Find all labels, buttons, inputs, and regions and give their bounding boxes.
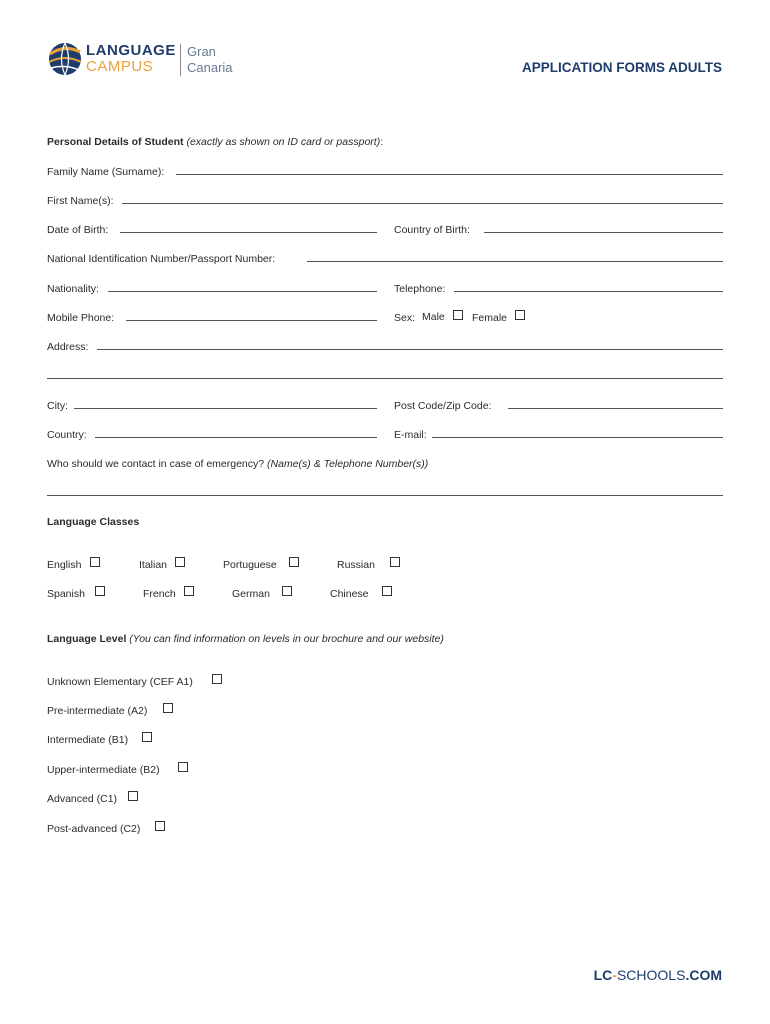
lang-german-checkbox[interactable] (282, 586, 292, 596)
footer-site-dash: - (612, 967, 617, 983)
level-c2-checkbox[interactable] (155, 821, 165, 831)
emergency-field[interactable] (47, 495, 723, 496)
address-field-line-2[interactable] (47, 378, 723, 379)
postcode-label: Post Code/Zip Code: (394, 400, 492, 412)
footer-website[interactable] (594, 967, 722, 983)
level-a1-label: Unknown Elementary (CEF A1) (47, 676, 193, 688)
level-b1-label: Intermediate (B1) (47, 734, 129, 746)
level-b2-label: Upper-intermediate (B2) (47, 764, 160, 776)
lang-german-label: German (232, 588, 270, 600)
personal-details-heading (47, 136, 383, 149)
lang-portuguese-label: Portuguese (223, 559, 277, 571)
language-level-note: (You can find information on levels in our brochure and our website) (129, 633, 444, 645)
mobile-label: Mobile Phone: (47, 312, 115, 324)
country-birth-field[interactable] (484, 232, 723, 233)
dob-field[interactable] (120, 232, 377, 233)
level-a1-checkbox[interactable] (212, 674, 222, 684)
globe-icon (46, 40, 84, 78)
family-name-field[interactable] (176, 174, 723, 175)
lang-english-label: English (47, 559, 82, 571)
male-checkbox[interactable] (453, 310, 463, 320)
emergency-question: Who should we contact in case of emergency? (47, 458, 265, 470)
address-field[interactable] (97, 349, 723, 350)
email-field[interactable] (432, 437, 723, 438)
telephone-field[interactable] (454, 291, 723, 292)
email-label: E-mail: (394, 429, 427, 441)
country-birth-label: Country of Birth: (394, 224, 470, 236)
dob-label: Date of Birth: (47, 224, 109, 236)
level-b1-checkbox[interactable] (142, 732, 152, 742)
mobile-field[interactable] (126, 320, 377, 321)
lang-spanish-checkbox[interactable] (95, 586, 105, 596)
city-label: City: (47, 400, 68, 412)
lang-portuguese-checkbox[interactable] (289, 557, 299, 567)
female-checkbox[interactable] (515, 310, 525, 320)
telephone-label: Telephone: (394, 283, 446, 295)
level-c2-label: Post-advanced (C2) (47, 823, 141, 835)
emergency-label (47, 458, 428, 471)
male-label: Male (422, 311, 445, 323)
lang-chinese-label: Chinese (330, 588, 369, 600)
level-a2-checkbox[interactable] (163, 703, 173, 713)
country-label: Country: (47, 429, 87, 441)
address-label: Address: (47, 341, 89, 353)
first-names-label: First Name(s): (47, 195, 114, 207)
first-names-field[interactable] (122, 203, 723, 204)
page-title: APPLICATION FORMS ADULTS (522, 60, 722, 75)
female-label: Female (472, 312, 508, 324)
nationality-field[interactable] (108, 291, 377, 292)
logo-place-gran: Gran (187, 44, 216, 59)
logo (46, 40, 246, 80)
lang-french-checkbox[interactable] (184, 586, 194, 596)
language-classes-heading: Language Classes (47, 516, 140, 528)
lang-spanish-label: Spanish (47, 588, 85, 600)
logo-place-canaria: Canaria (187, 60, 233, 75)
language-level-label: Language Level (47, 633, 127, 645)
country-field[interactable] (95, 437, 377, 438)
logo-campus: CAMPUS (86, 58, 154, 75)
city-field[interactable] (74, 408, 377, 409)
lang-italian-checkbox[interactable] (175, 557, 185, 567)
lang-english-checkbox[interactable] (90, 557, 100, 567)
lang-russian-label: Russian (337, 559, 375, 571)
level-b2-checkbox[interactable] (178, 762, 188, 772)
lang-italian-label: Italian (139, 559, 168, 571)
family-name-label: Family Name (Surname): (47, 166, 165, 178)
lang-french-label: French (143, 588, 176, 600)
postcode-field[interactable] (508, 408, 723, 409)
lang-russian-checkbox[interactable] (390, 557, 400, 567)
footer-site-prefix: LC (593, 967, 613, 983)
logo-language: LANGUAGE (86, 42, 176, 59)
footer-site-main: SCHOOLS (616, 967, 686, 983)
national-id-label: National Identification Number/Passport Number: (47, 253, 276, 265)
footer-site-suffix: .COM (685, 967, 722, 983)
national-id-field[interactable] (307, 261, 723, 262)
lang-chinese-checkbox[interactable] (382, 586, 392, 596)
personal-heading-note: (exactly as shown on ID card or passport) (186, 136, 381, 148)
sex-label: Sex: (394, 312, 416, 324)
personal-heading-label: Personal Details of Student (47, 136, 184, 148)
personal-heading-colon: : (380, 136, 384, 148)
level-c1-checkbox[interactable] (128, 791, 138, 801)
level-a2-label: Pre-intermediate (A2) (47, 705, 148, 717)
level-c1-label: Advanced (C1) (47, 793, 118, 805)
language-level-heading (47, 633, 444, 646)
logo-divider (180, 44, 181, 76)
emergency-note: (Name(s) & Telephone Number(s)) (267, 458, 429, 470)
nationality-label: Nationality: (47, 283, 99, 295)
